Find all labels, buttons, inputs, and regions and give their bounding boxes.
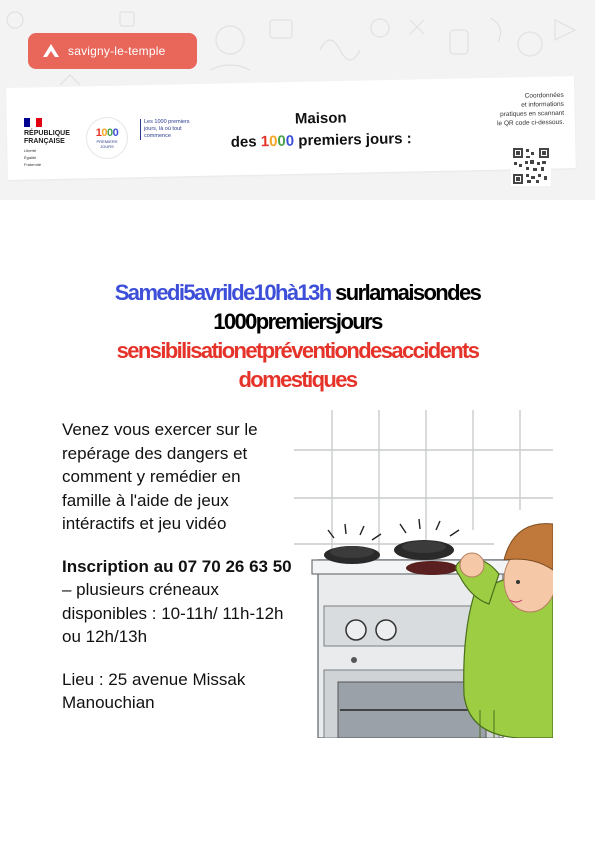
- republic-motto-1: Liberté: [24, 148, 37, 153]
- event-place-part2: 1000premiersjours: [213, 309, 382, 334]
- child-at-stove-illustration: [294, 410, 553, 738]
- mpj-logo-line1: PREMIERS: [96, 139, 118, 144]
- mpj-tagline: Les 1000 premiers jours, là où tout commence: [140, 119, 200, 140]
- event-headline: [20, 278, 575, 394]
- maison-title-before: des: [230, 133, 257, 151]
- mpj-logo-number: 1000: [95, 127, 119, 139]
- location-paragraph: Lieu : 25 avenue Missak Manouchian: [62, 669, 246, 712]
- registration-phone[interactable]: Inscription au 07 70 26 63 50: [62, 556, 292, 576]
- republic-line1: RÉPUBLIQUE: [24, 130, 70, 137]
- registration-paragraph: [62, 555, 294, 649]
- city-logo-icon: [40, 40, 62, 62]
- event-description: [62, 418, 294, 734]
- event-headline-line1: [20, 278, 575, 307]
- french-flag-icon: [24, 118, 42, 127]
- 1000-jours-logo: [86, 117, 128, 159]
- maison-title-line1: Maison: [294, 109, 347, 128]
- registration-details: – plusieurs créneaux disponibles : 10-11h/ 11h-12h ou 12h/13h: [62, 580, 284, 646]
- city-name: savigny-le-temple: [68, 44, 166, 58]
- qr-note-line: le QR code ci-dessous.: [497, 118, 565, 128]
- intro-paragraph: Venez vous exercer sur le repérage des dangers et comment y remédier en famille à l'aide de jeux intéractifs et jeu vidéo: [62, 420, 258, 533]
- event-theme-line2: domestiques: [238, 367, 357, 392]
- republic-line2: FRANÇAISE: [24, 138, 65, 145]
- maison-title-number: 1000: [260, 132, 295, 151]
- republique-francaise-logo: [24, 118, 84, 167]
- event-place-part1: surlamaisondes: [335, 280, 481, 305]
- mpj-logo-line2: JOURS: [100, 144, 114, 149]
- event-theme-line1: sensibilisationetpréventiondesaccidents: [116, 338, 479, 363]
- city-logo-badge: [28, 33, 197, 69]
- qr-note-line: pratiques en scannant: [500, 109, 565, 119]
- event-date-time: Samedi5avrilde10hà13h: [114, 280, 331, 305]
- qr-instructions: [452, 91, 565, 129]
- qr-code-icon[interactable]: [511, 146, 551, 186]
- maison-title: [196, 105, 447, 154]
- republic-motto-2: Égalité: [24, 155, 37, 160]
- republic-motto-3: Fraternité: [24, 162, 42, 167]
- qr-note-line: Coordonnées: [524, 91, 564, 100]
- maison-title-after: premiers jours :: [298, 130, 412, 150]
- qr-note-line: et informations: [521, 100, 564, 109]
